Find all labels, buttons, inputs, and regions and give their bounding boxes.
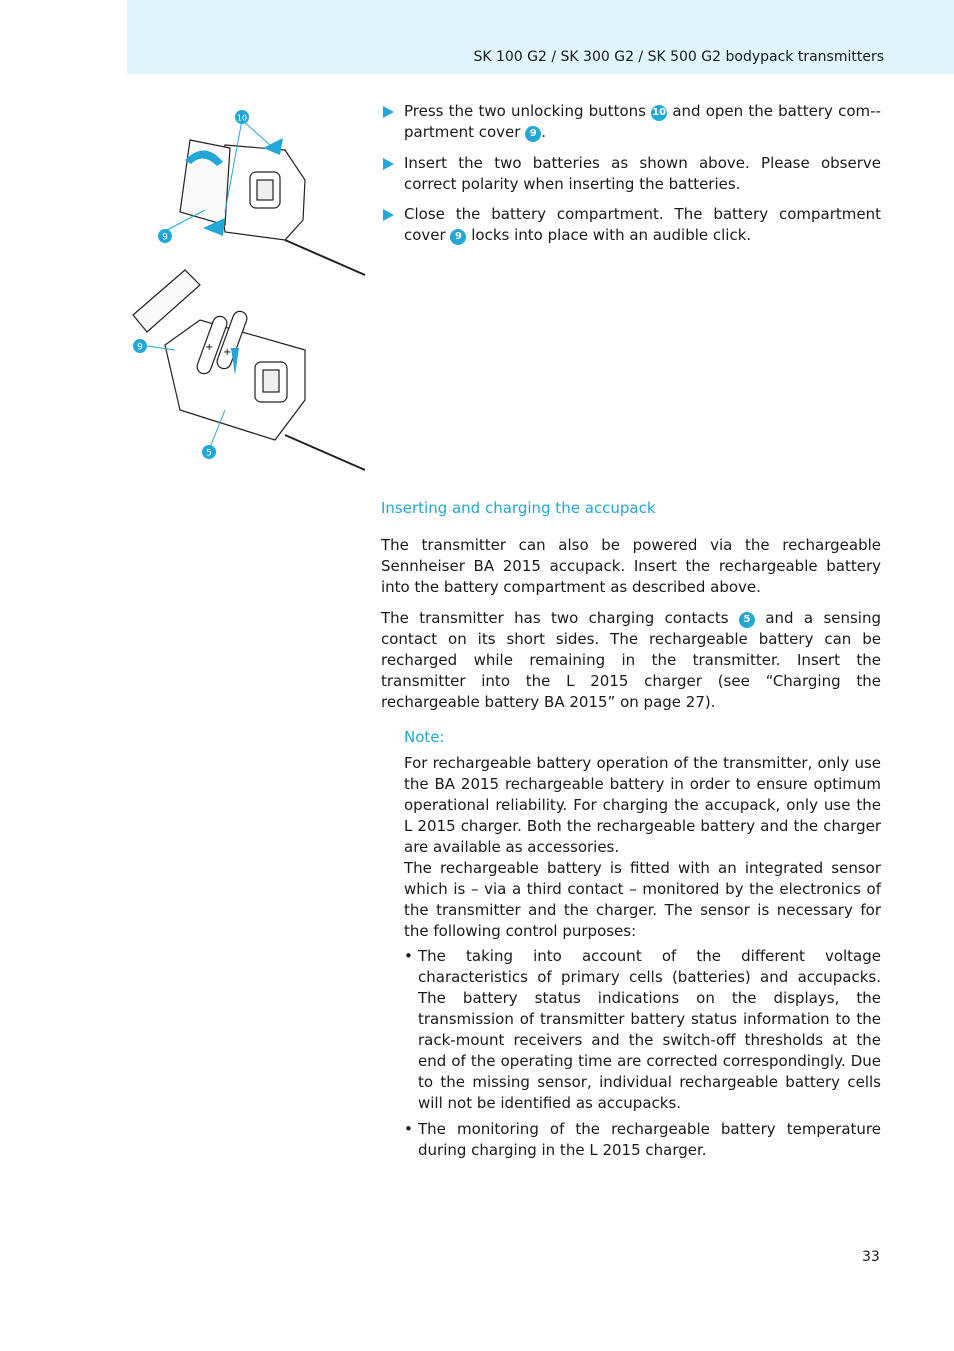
note-block <box>381 727 881 1161</box>
note-label: Note: <box>404 728 445 746</box>
bullet-item: • The taking into account of the different voltage characteristics of primary cells (batteries) and accupacks. The battery status indications on the displays, the transmission of transmitter battery status information to the rack-mount receivers and the switch-off thresholds at the end of the operating time are corrected correspondingly. Due to the missing sensor, individual rechargeable battery cells will not be identified as accupacks. <box>404 947 881 1112</box>
callout-10 <box>235 110 249 124</box>
note-text-1: For rechargeable battery operation of the transmitter, only use the BA 2015 rechargeable battery in order to ensure optimum operational reliability. For charging the accupack, only use the L 2015 charger. Both the rechargeable battery and the charger are available as accessories. <box>404 754 881 856</box>
step-arrow-icon <box>383 106 394 118</box>
callout-badge: 9 <box>450 229 466 245</box>
step-2: Insert the two batteries as shown above. Please observe correct polarity when inserting the batteries. <box>381 153 881 195</box>
callout-badge: 10 <box>651 105 667 121</box>
header-band <box>127 0 954 74</box>
svg-text:5: 5 <box>206 448 212 459</box>
header-title: SK 100 G2 / SK 300 G2 / SK 500 G2 bodypack transmitters <box>473 49 884 65</box>
transmitter-open-cover <box>180 140 365 275</box>
callout-9-top <box>158 229 172 243</box>
step-arrow-icon <box>383 158 394 170</box>
paragraph-2: The transmitter has two charging contacts 5 and a sensing contact on its short sides. The rechargeable battery can be recharged while remaining in the transmitter. Insert the transmitter into the L 2015 charger (see “Charging the rechargeable battery BA 2015” on page 27). <box>381 609 882 711</box>
section-heading: Inserting and charging the accupack <box>381 499 656 517</box>
callout-5 <box>202 445 216 459</box>
bullet-item: • The monitoring of the rechargeable battery temperature during charging in the L 2015 charger. <box>404 1120 881 1159</box>
svg-text:9: 9 <box>162 232 168 243</box>
paragraph-1: The transmitter can also be powered via the rechargeable Sennheiser BA 2015 accupack. Insert the rechargeable battery into the battery compartment as described above. <box>381 536 881 596</box>
transmitter-illustration <box>125 100 375 480</box>
step-arrow-icon <box>383 209 394 221</box>
polarity-plus-left: + <box>205 342 214 353</box>
callout-badge: 9 <box>525 126 541 142</box>
svg-text:10: 10 <box>236 113 248 123</box>
section-body <box>381 535 881 1161</box>
polarity-plus-right: + <box>223 347 232 358</box>
instruction-steps <box>381 101 881 246</box>
transmitter-battery-insert <box>133 270 365 470</box>
callout-9-bottom <box>133 339 147 353</box>
callout-badge: 5 <box>739 612 755 628</box>
svg-text:9: 9 <box>137 342 143 353</box>
step-1: Press the two unlocking buttons 10 and open the battery com-partment cover 9 . <box>381 101 881 143</box>
step-3: Close the battery compartment. The battery compartment cover 9 locks into place with an audible click. <box>381 204 881 246</box>
page-number: 33 <box>862 1249 880 1265</box>
note-text-2: The rechargeable battery is fitted with an integrated sensor which is – via a third contact – monitored by the electronics of the transmitter and the charger. The sensor is necessary for the following control purposes: <box>404 859 881 940</box>
